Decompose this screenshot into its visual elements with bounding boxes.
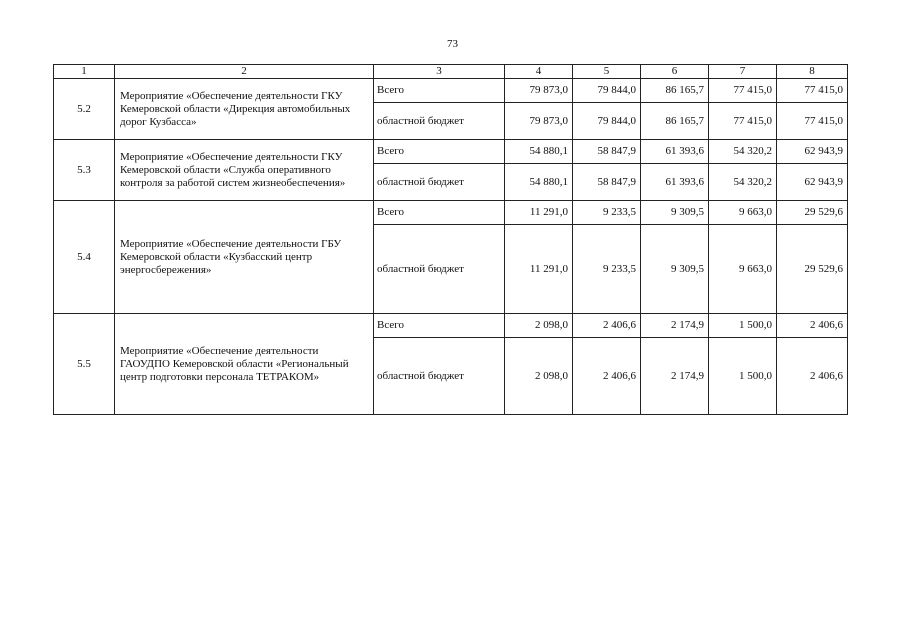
value-cell: 9 663,0: [709, 201, 777, 225]
column-header: 8: [777, 65, 848, 79]
value-cell: 61 393,6: [641, 164, 709, 201]
value-cell: 77 415,0: [777, 103, 848, 140]
table-row: [54, 201, 848, 225]
value-cell: 9 233,5: [573, 225, 641, 314]
source-label: Всего: [374, 314, 505, 338]
value-cell: 2 098,0: [505, 314, 573, 338]
value-cell: 54 880,1: [505, 140, 573, 164]
column-header: 3: [374, 65, 505, 79]
value-cell: 2 174,9: [641, 338, 709, 415]
page-number: 73: [447, 38, 458, 50]
value-cell: 2 406,6: [777, 314, 848, 338]
source-label: Всего: [374, 201, 505, 225]
value-cell: 79 873,0: [505, 79, 573, 103]
column-header: 4: [505, 65, 573, 79]
value-cell: 9 233,5: [573, 201, 641, 225]
value-cell: 61 393,6: [641, 140, 709, 164]
value-cell: 79 873,0: [505, 103, 573, 140]
budget-table: [53, 64, 848, 415]
value-cell: 1 500,0: [709, 338, 777, 415]
row-description: Мероприятие «Обеспечение деятельности ГБУ Кемеровской области «Кузбасский центр энергосбережения»: [115, 201, 374, 314]
source-label: областной бюджет: [374, 164, 505, 201]
value-cell: 79 844,0: [573, 79, 641, 103]
table-row: [54, 140, 848, 164]
value-cell: 54 880,1: [505, 164, 573, 201]
value-cell: 62 943,9: [777, 164, 848, 201]
value-cell: 2 174,9: [641, 314, 709, 338]
value-cell: 9 309,5: [641, 201, 709, 225]
table-row: [54, 79, 848, 103]
value-cell: 11 291,0: [505, 201, 573, 225]
value-cell: 29 529,6: [777, 225, 848, 314]
column-header: 1: [54, 65, 115, 79]
header-row: [54, 65, 848, 79]
value-cell: 2 406,6: [573, 314, 641, 338]
value-cell: 62 943,9: [777, 140, 848, 164]
value-cell: 77 415,0: [709, 79, 777, 103]
column-header: 7: [709, 65, 777, 79]
value-cell: 54 320,2: [709, 164, 777, 201]
row-description: Мероприятие «Обеспечение деятельности ГКУ Кемеровской области «Служба оперативного контроля за работой систем жизнеобеспечения»: [115, 140, 374, 201]
value-cell: 86 165,7: [641, 79, 709, 103]
value-cell: 1 500,0: [709, 314, 777, 338]
value-cell: 11 291,0: [505, 225, 573, 314]
source-label: областной бюджет: [374, 103, 505, 140]
value-cell: 2 406,6: [777, 338, 848, 415]
value-cell: 9 663,0: [709, 225, 777, 314]
value-cell: 58 847,9: [573, 140, 641, 164]
column-header: 6: [641, 65, 709, 79]
column-header: 2: [115, 65, 374, 79]
row-number: 5.2: [54, 79, 115, 140]
value-cell: 77 415,0: [777, 79, 848, 103]
value-cell: 9 309,5: [641, 225, 709, 314]
source-label: областной бюджет: [374, 225, 505, 314]
value-cell: 54 320,2: [709, 140, 777, 164]
row-number: 5.5: [54, 314, 115, 415]
row-description: Мероприятие «Обеспечение деятельности ГАОУДПО Кемеровской области «Региональный центр подготовки персонала ТЕТРАКОМ»: [115, 314, 374, 415]
row-number: 5.4: [54, 201, 115, 314]
source-label: Всего: [374, 79, 505, 103]
value-cell: 58 847,9: [573, 164, 641, 201]
value-cell: 79 844,0: [573, 103, 641, 140]
value-cell: 77 415,0: [709, 103, 777, 140]
source-label: Всего: [374, 140, 505, 164]
row-number: 5.3: [54, 140, 115, 201]
table-row: [54, 314, 848, 338]
value-cell: 2 406,6: [573, 338, 641, 415]
column-header: 5: [573, 65, 641, 79]
row-description: Мероприятие «Обеспечение деятельности ГКУ Кемеровской области «Дирекция автомобильных дорог Кузбасса»: [115, 79, 374, 140]
value-cell: 2 098,0: [505, 338, 573, 415]
value-cell: 29 529,6: [777, 201, 848, 225]
value-cell: 86 165,7: [641, 103, 709, 140]
source-label: областной бюджет: [374, 338, 505, 415]
